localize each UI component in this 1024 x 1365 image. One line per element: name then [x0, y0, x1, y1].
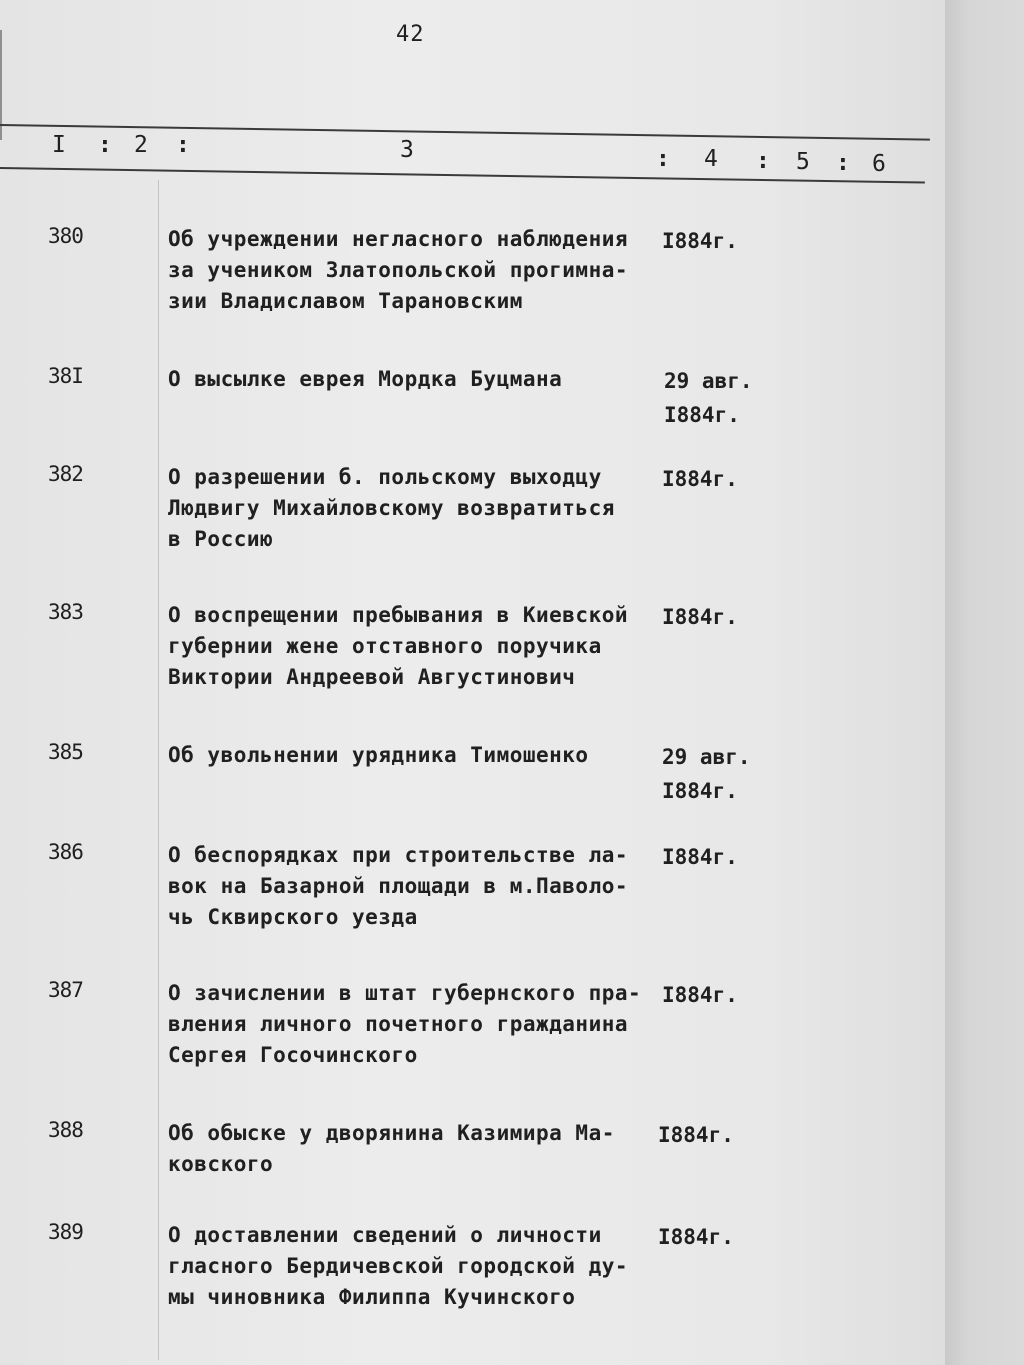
record-number: 380 [48, 224, 83, 248]
record-title: О высылке еврея Мордка Буцмана [168, 367, 563, 391]
background-surface [945, 0, 1024, 1365]
record-title: Об обыске у дворянина Казимира Ма- ковского [168, 1121, 615, 1176]
column-header-6: 6 [872, 151, 886, 177]
record-date: I884г. [662, 467, 738, 491]
record-number: 388 [48, 1118, 83, 1142]
record-title: О воспрещении пребывания в Киевской губернии жене отставного поручика Виктории Андреевой Августинович [168, 603, 629, 689]
record-date: I884г. [662, 845, 738, 869]
column-header-3: 3 [400, 137, 414, 163]
record-title: Об увольнении урядника Тимошенко [168, 743, 589, 767]
column-header-5: 5 [796, 149, 810, 175]
record-title: О доставлении сведений о личности гласного Бердичевской городской ду- мы чиновника Филиппа Кучинского [168, 1223, 629, 1309]
record-number: 383 [48, 600, 83, 624]
record-number: 387 [48, 978, 83, 1002]
record-title: О зачислении в штат губернского пра- вления личного почетного гражданина Сергея Госочинского [168, 981, 642, 1067]
record-number: 38I [48, 364, 83, 388]
column-separator: : [176, 132, 190, 158]
record-number: 382 [48, 462, 83, 486]
record-date: 29 авг. I884г. [664, 369, 753, 427]
record-title: О разрешении б. польскому выходцу Людвигу Михайловскому возвратиться в Россию [168, 465, 615, 551]
record-date: I884г. [658, 1225, 734, 1249]
record-number: 386 [48, 840, 83, 864]
record-date: 29 авг. I884г. [662, 745, 751, 803]
column-separator: : [836, 150, 850, 176]
record-number: 385 [48, 740, 83, 764]
column-header-4: 4 [704, 146, 718, 172]
record-title: О беспорядках при строительстве ла- вок на Базарной площади в м.Паволо- чь Сквирского уезда [168, 843, 629, 929]
column-separator: : [98, 132, 112, 158]
column-separator: : [756, 148, 770, 174]
record-date: I884г. [662, 983, 738, 1007]
record-number: 389 [48, 1220, 83, 1244]
header-bottom-rule [0, 167, 925, 184]
column-margin-line [158, 180, 159, 1360]
record-title: Об учреждении негласного наблюдения за учеником Златопольской прогимна- зии Владиславом Тарановским [168, 227, 629, 313]
page-number: 42 [396, 22, 425, 47]
column-header-2: 2 [134, 132, 148, 158]
record-date: I884г. [662, 229, 738, 253]
record-date: I884г. [658, 1123, 734, 1147]
column-header-1: I [52, 132, 66, 158]
record-date: I884г. [662, 605, 738, 629]
column-separator: : [656, 146, 670, 172]
